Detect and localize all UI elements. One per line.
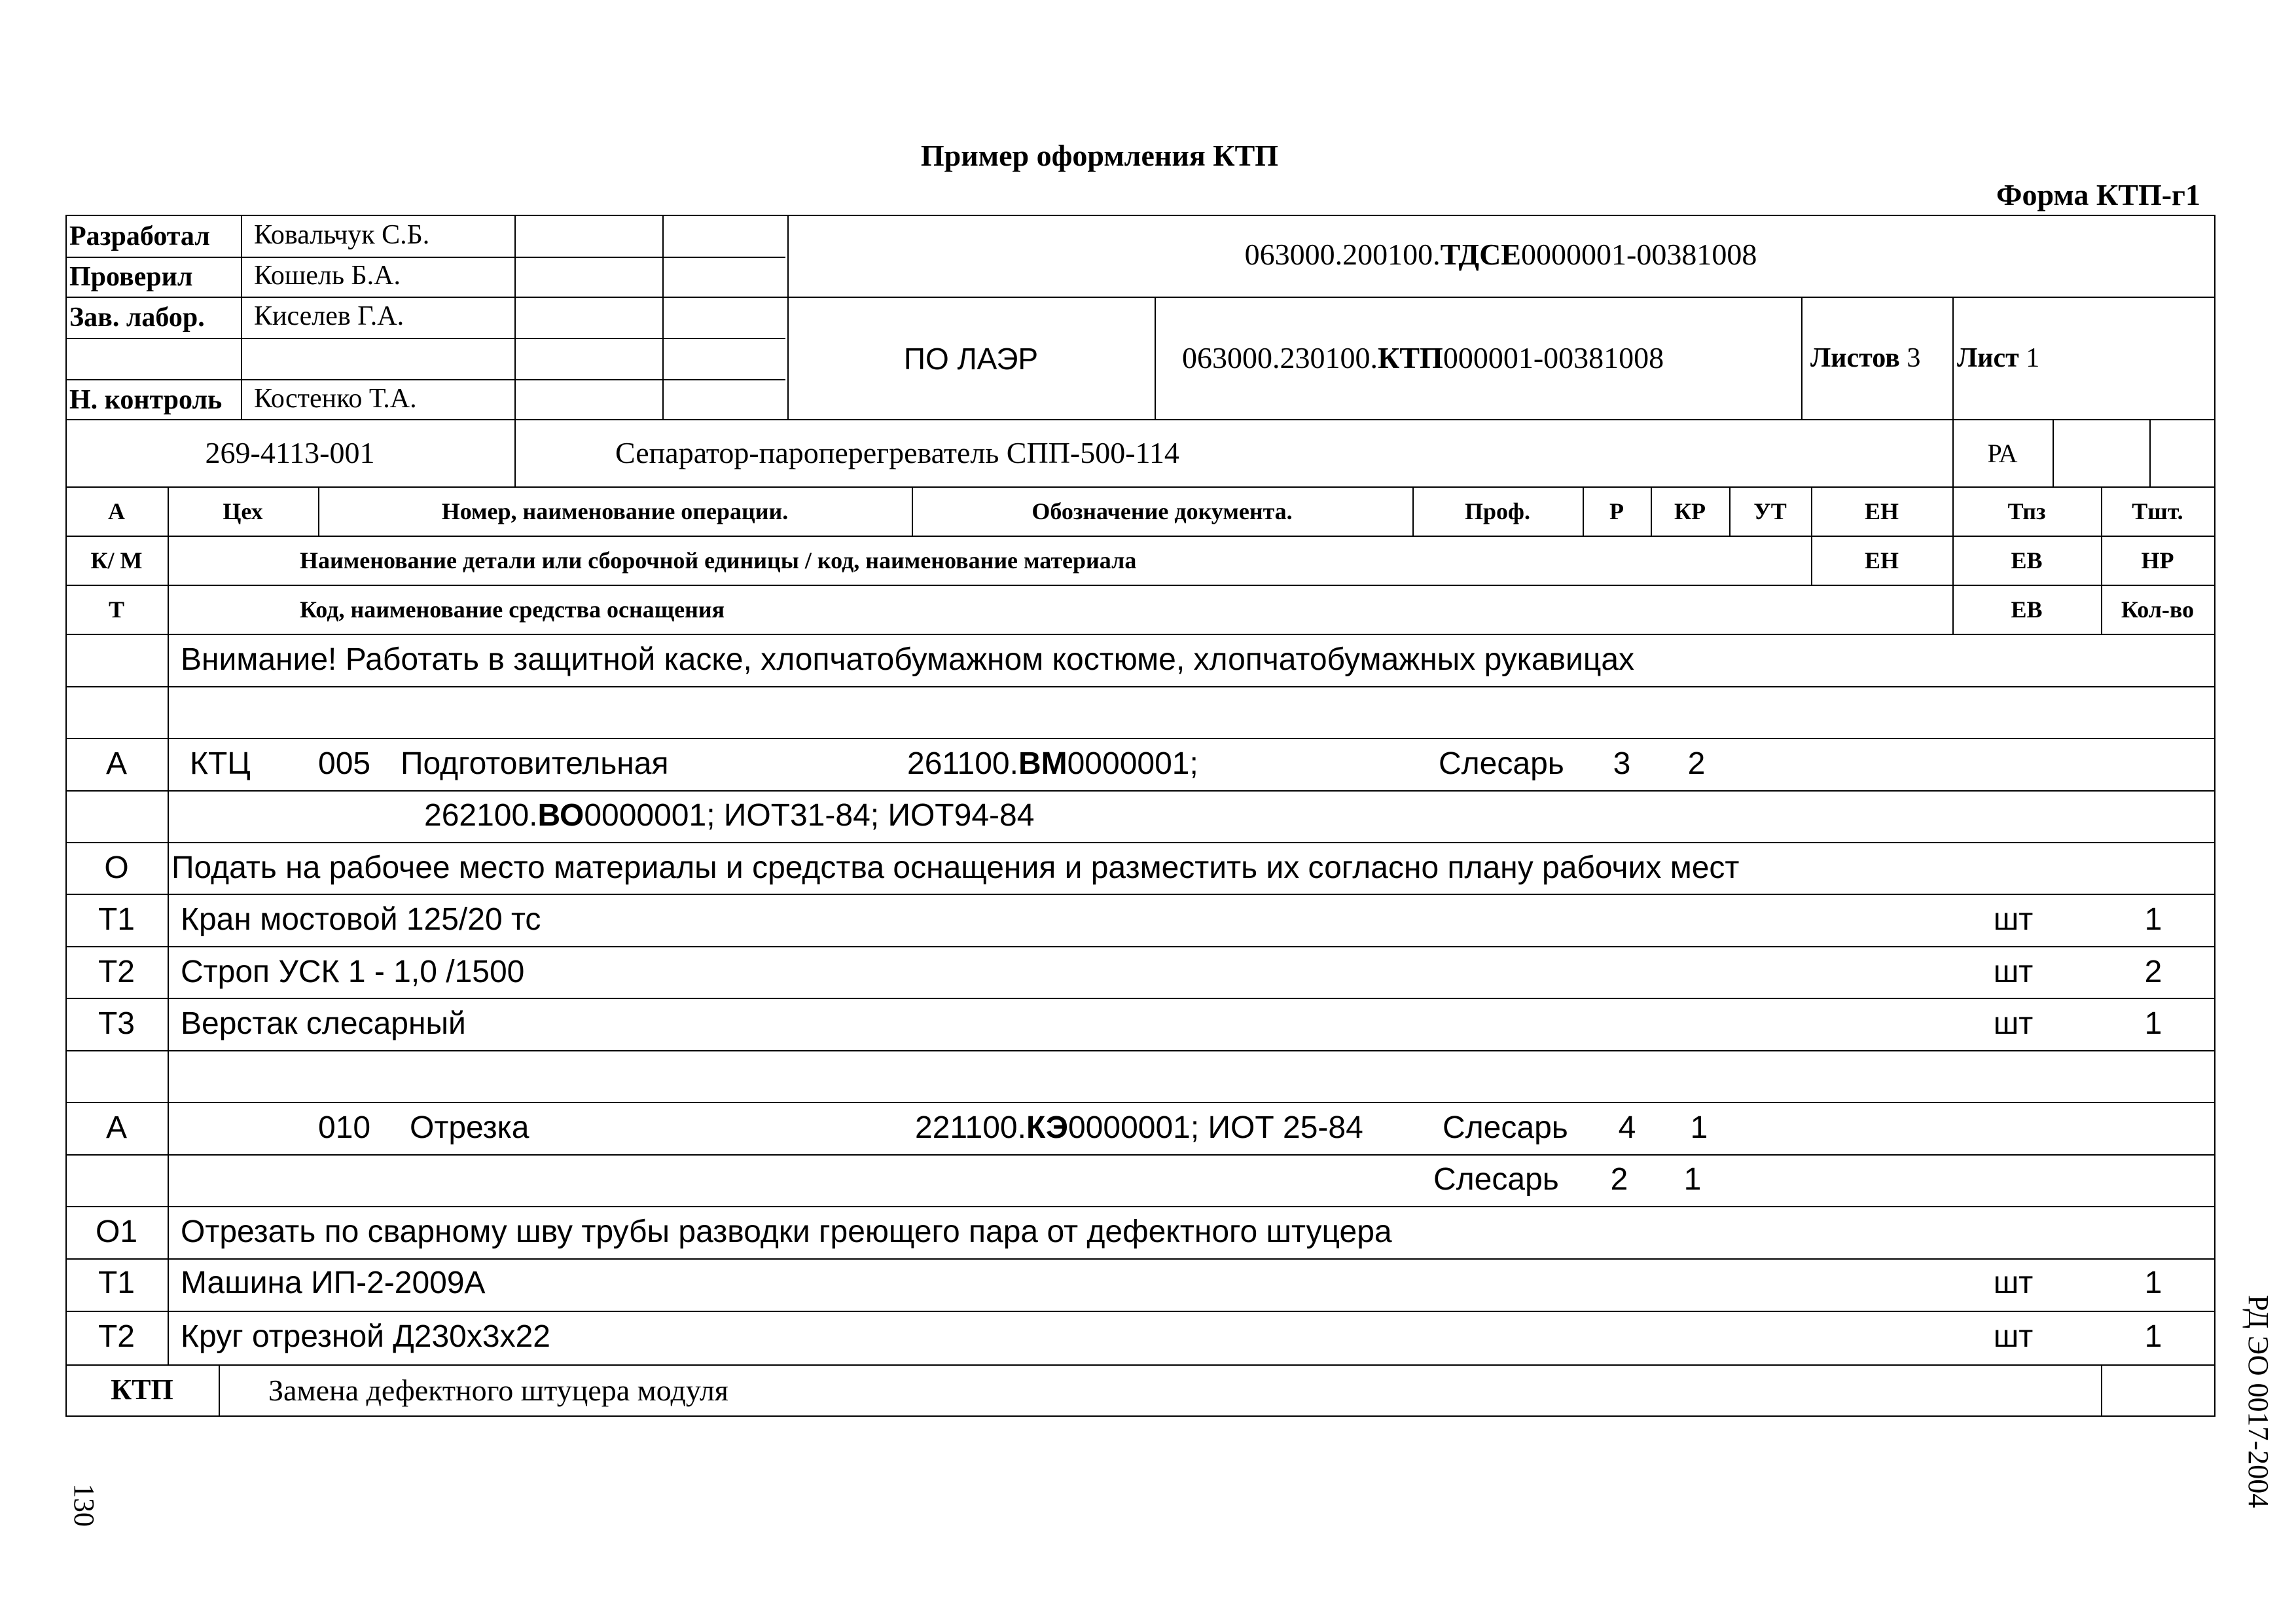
tool-row-name: Верстак слесарный: [181, 1006, 466, 1041]
col-kr: КР: [1674, 498, 1706, 524]
col-ut: УТ: [1753, 498, 1787, 524]
o-code: О: [104, 850, 129, 885]
sig-name-lab-head: Киселев Г.А.: [254, 301, 404, 331]
op1-name: Подготовительная: [401, 746, 669, 781]
op2-extra-profession: Слесарь: [1433, 1162, 1559, 1197]
col-ev: ЕВ: [2011, 547, 2043, 574]
tool-row-qty: 1: [2144, 1006, 2162, 1041]
op1-shop: КТЦ: [190, 746, 251, 781]
op1-kr: 2: [1687, 746, 1706, 781]
side-document-code: РД ЭО 0017-2004: [2242, 1295, 2274, 1508]
o1-text: Отрезать по сварному шву трубы разводки греющего пара от дефектного штуцера: [181, 1214, 1392, 1249]
o1-code: О1: [95, 1214, 138, 1249]
op1-number: 005: [318, 746, 371, 781]
safety-warning: Внимание! Работать в защитной каске, хлопчатобумажном костюме, хлопчатобумажных рукавицах: [181, 642, 1635, 677]
sig-role-checked: Проверил: [69, 262, 193, 292]
sheet-number: Лист 1: [1957, 343, 2040, 373]
tool-row-code: Т2: [98, 1319, 135, 1354]
op1-code: А: [105, 746, 127, 781]
tool-row-name: Круг отрезной Д230х3х22: [181, 1319, 550, 1354]
page-number: 130: [68, 1484, 100, 1527]
tool-row-code: Т2: [98, 955, 135, 989]
col-shop: Цех: [223, 498, 263, 524]
tool-row-unit: шт: [1993, 1266, 2034, 1300]
col-document: Обозначение документа.: [1031, 498, 1293, 524]
op2-rank: 4: [1618, 1110, 1636, 1145]
sheets-count: Листов 3: [1810, 343, 1921, 373]
col-t: Т: [108, 596, 124, 623]
op1-document: 261100.ВМ0000001;: [907, 746, 1198, 781]
op1-profession: Слесарь: [1439, 746, 1564, 781]
op2-document: 221100.КЭ0000001; ИОТ 25-84: [915, 1110, 1363, 1145]
tool-row-unit: шт: [1993, 1319, 2034, 1354]
op2-extra-kr: 1: [1683, 1162, 1702, 1197]
tool-row-qty: 2: [2144, 955, 2162, 989]
tool-row-name: Машина ИП-2-2009А: [181, 1266, 486, 1300]
o-text: Подать на рабочее место материалы и средства оснащения и разместить их согласно плану рабочих мест: [171, 850, 1740, 885]
item-name: Сепаратор-пароперегреватель СПП-500-114: [615, 436, 1179, 469]
col-prof: Проф.: [1465, 498, 1530, 524]
tool-row-code: Т3: [98, 1006, 135, 1041]
op2-code: А: [105, 1110, 127, 1145]
tool-row-qty: 1: [2144, 1266, 2162, 1300]
sig-role-developed: Разработал: [69, 221, 210, 251]
tool-row-name: Строп УСК 1 - 1,0 /1500: [181, 955, 525, 989]
col-en-2: ЕН: [1864, 547, 1899, 574]
sig-name-developed: Ковальчук С.Б.: [254, 220, 430, 250]
col-tool-name: Код, наименование средства оснащения: [300, 596, 725, 623]
col-operation: Номер, наименование операции.: [441, 498, 789, 524]
col-nr: НР: [2141, 547, 2174, 574]
col-r: Р: [1609, 498, 1624, 524]
op2-profession: Слесарь: [1443, 1110, 1568, 1145]
tool-row-unit: шт: [1993, 1006, 2034, 1041]
op1-rank: 3: [1613, 746, 1631, 781]
op2-extra-rank: 2: [1610, 1162, 1628, 1197]
sig-name-checked: Кошель Б.А.: [254, 261, 401, 291]
col-km: К/ М: [90, 547, 143, 574]
tool-row-name: Кран мостовой 125/20 тс: [181, 902, 541, 937]
op2-name: Отрезка: [410, 1110, 529, 1145]
sig-name-norm-control: Костенко Т.А.: [254, 384, 417, 414]
op1-docs: 262100.ВО0000001; ИОТ31-84; ИОТ94-84: [424, 798, 1035, 833]
tool-row-code: Т1: [98, 902, 135, 937]
col-a: А: [108, 498, 125, 524]
footer-text: Замена дефектного штуцера модуля: [268, 1374, 728, 1407]
ra-label: РА: [1987, 439, 2018, 468]
tool-row-unit: шт: [1993, 902, 2034, 937]
tool-row-code: Т1: [98, 1266, 135, 1300]
tool-row-qty: 1: [2144, 1319, 2162, 1354]
col-tsht: Тшт.: [2132, 498, 2183, 524]
org-name: ПО ЛАЭР: [903, 342, 1039, 376]
sig-role-norm-control: Н. контроль: [69, 385, 223, 415]
op2-number: 010: [318, 1110, 371, 1145]
item-code: 269-4113-001: [205, 436, 375, 469]
col-tpz: Тпз: [2007, 498, 2046, 524]
sig-role-lab-head: Зав. лабор.: [69, 302, 205, 333]
page-title: Пример оформления КТП: [920, 139, 1279, 172]
tool-row-qty: 1: [2144, 902, 2162, 937]
footer-label: КТП: [111, 1374, 173, 1406]
col-part-name: Наименование детали или сборочной единицы / код, наименование материала: [300, 547, 1137, 574]
tool-row-unit: шт: [1993, 955, 2034, 989]
col-qty: Кол-во: [2121, 596, 2195, 623]
col-en: ЕН: [1864, 498, 1899, 524]
doc-code-tdse: 063000.200100.ТДСЕ0000001-00381008: [1244, 238, 1757, 271]
col-ev-2: ЕВ: [2011, 596, 2043, 623]
form-label: Форма КТП-г1: [1996, 178, 2200, 211]
op2-kr: 1: [1690, 1110, 1708, 1145]
doc-code-ktp: 063000.230100.КТП000001-00381008: [1182, 341, 1664, 374]
